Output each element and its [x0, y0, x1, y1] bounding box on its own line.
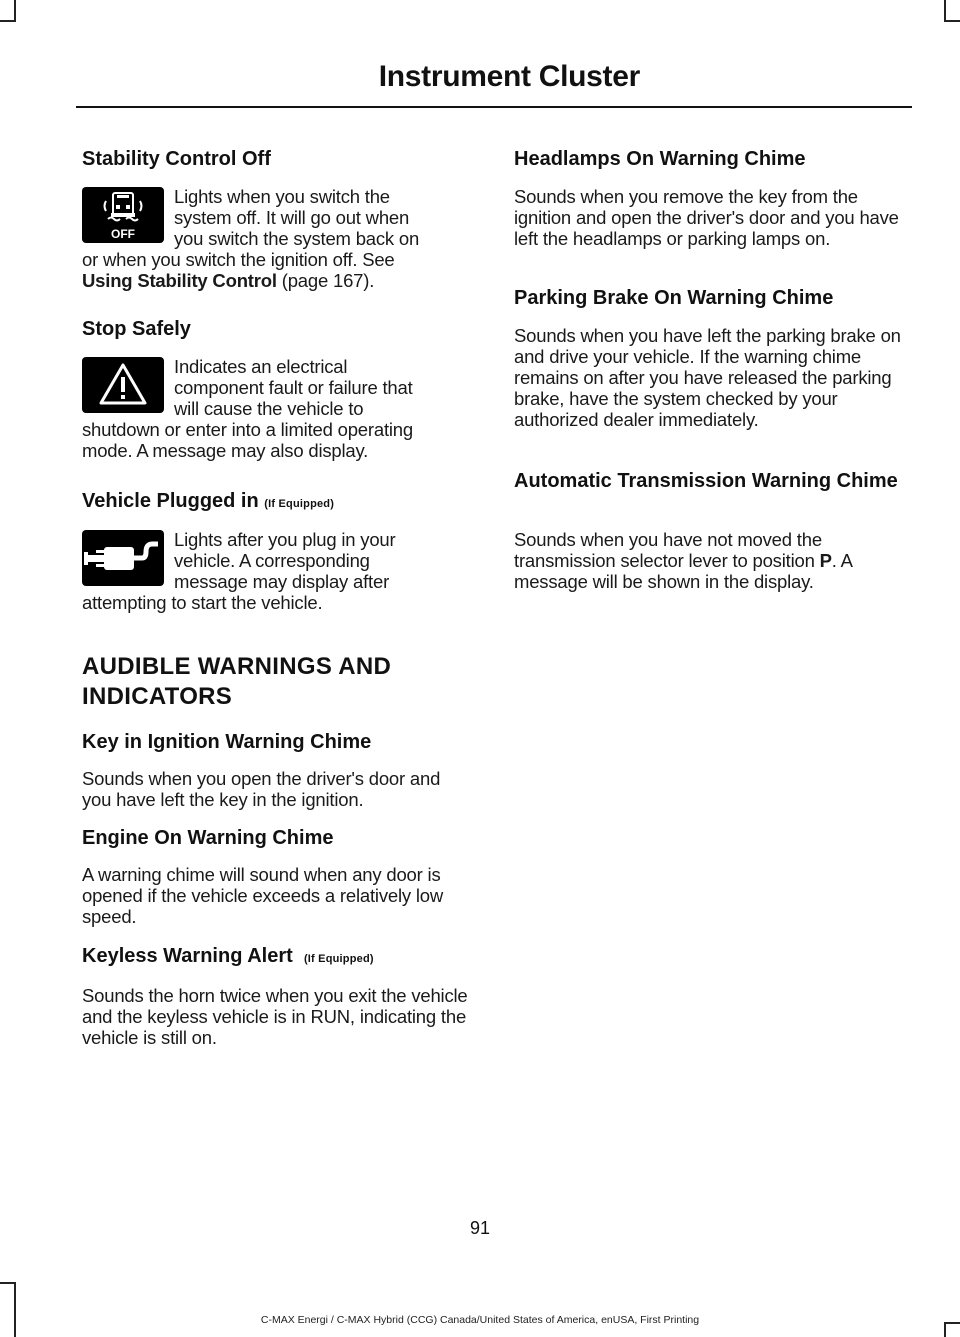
stop-safely-line-1: Indicates an electrical	[174, 356, 348, 377]
keyless-heading	[82, 945, 474, 970]
transmission-text-after: . A message will be shown in the display.	[514, 550, 852, 592]
transmission-heading: Automatic Transmission Warning Chime	[514, 470, 898, 492]
key-chime-heading: Key in Ignition Warning Chime	[82, 731, 372, 753]
parking-text: Sounds when you have left the parking brake on and drive your vehicle. If the warning chime remains on after you have released the parking brake, have the system checked by your authorized dealer immediately.	[514, 325, 901, 430]
plugged-line-4: attempting to start the vehicle.	[82, 592, 323, 613]
headlamps-text: Sounds when you remove the key from the ignition and open the driver's door and you have left the headlamps or parking lamps on.	[514, 186, 899, 249]
stop-safely-line-2: component fault or failure that	[174, 377, 413, 398]
plugged-heading-text: Vehicle Plugged in	[82, 490, 259, 512]
parking-heading: Parking Brake On Warning Chime	[514, 287, 834, 309]
page-reference: (page 167).	[276, 270, 375, 291]
crop-mark	[944, 20, 960, 22]
stability-line-5	[82, 270, 374, 291]
cross-reference-link[interactable]: Using Stability Control	[82, 270, 277, 291]
plug-icon	[82, 530, 164, 586]
page-number: 91	[469, 1218, 491, 1238]
if-equipped-qualifier: (If Equipped)	[303, 953, 374, 965]
stability-line-4: or when you switch the ignition off. See	[82, 249, 395, 270]
stability-control-off-icon	[82, 187, 164, 243]
crop-mark	[0, 20, 16, 22]
section-heading-line-1: AUDIBLE WARNINGS AND	[82, 653, 392, 680]
stability-line-2: system off. It will go out when	[174, 207, 410, 228]
stability-heading: Stability Control Off	[82, 148, 271, 170]
plugged-line-1: Lights after you plug in your	[174, 529, 396, 550]
engine-chime-text: A warning chime will sound when any door is opened if the vehicle exceeds a relatively low speed.	[82, 864, 444, 927]
stop-safely-line-5: mode. A message may also display.	[82, 440, 369, 461]
stop-safely-line-4: shutdown or enter into a limited operating	[82, 419, 413, 440]
transmission-text-before: Sounds when you have not moved the transmission selector lever to position	[514, 529, 822, 571]
transmission-text	[514, 529, 906, 592]
plugged-line-2: vehicle. A corresponding	[174, 550, 370, 571]
keyless-heading-text: Keyless Warning Alert	[82, 945, 293, 967]
engine-chime-heading: Engine On Warning Chime	[82, 827, 334, 849]
plugged-heading	[82, 490, 474, 515]
crop-mark	[14, 1282, 16, 1337]
stop-safely-heading: Stop Safely	[82, 318, 191, 340]
icon-off-label: OFF	[111, 227, 135, 241]
crop-mark	[944, 0, 946, 20]
stability-line-1: Lights when you switch the	[174, 186, 390, 207]
section-heading-line-2: INDICATORS	[82, 683, 233, 710]
page-title: Instrument Cluster	[378, 60, 640, 93]
crop-mark	[0, 1282, 16, 1284]
crop-mark	[14, 0, 16, 20]
header-divider	[76, 106, 912, 108]
plugged-line-3: message may display after	[174, 571, 390, 592]
stability-line-3: you switch the system back on	[174, 228, 420, 249]
park-position: P	[819, 550, 832, 571]
if-equipped-qualifier: (If Equipped)	[264, 498, 335, 510]
key-chime-text: Sounds when you open the driver's door and you have left the key in the ignition.	[82, 768, 441, 810]
stop-safely-line-3: will cause the vehicle to	[174, 398, 364, 419]
warning-triangle-icon	[82, 357, 164, 413]
footer-text: C-MAX Energi / C-MAX Hybrid (CCG) Canada/United States of America, enUSA, First Printing	[260, 1314, 700, 1326]
headlamps-heading: Headlamps On Warning Chime	[514, 148, 806, 170]
keyless-text: Sounds the horn twice when you exit the vehicle and the keyless vehicle is in RUN, indicating the vehicle is still on.	[82, 985, 468, 1048]
